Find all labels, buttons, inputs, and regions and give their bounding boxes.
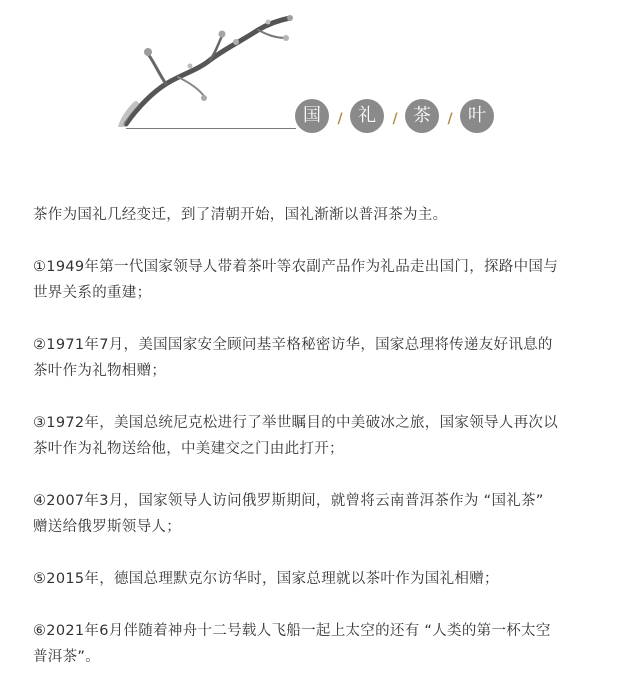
header: [0, 0, 617, 150]
article-body: [33, 202, 611, 696]
paragraph-line: 茶叶作为礼物相赠；: [33, 363, 167, 379]
plum-branch-illustration: [118, 12, 303, 127]
paragraph-line: ①1949年第一代国家领导人带着茶叶等农副产品作为礼品走出国门，探路中国与: [33, 259, 558, 275]
paragraph-line: 茶作为国礼几经变迁，到了清朝开始，国礼渐渐以普洱茶为主。: [33, 207, 448, 223]
history-item-1971: [33, 332, 611, 384]
title-separator-3: /: [447, 111, 453, 127]
history-item-1972: [33, 410, 611, 462]
paragraph-line: 普洱茶”。: [33, 649, 101, 665]
title-char-1: 国: [295, 99, 329, 133]
title-separator-1: /: [337, 111, 343, 127]
header-divider-line: [126, 128, 296, 129]
paragraph-line: 世界关系的重建；: [33, 285, 152, 301]
title-char-2: 礼: [350, 99, 384, 133]
history-item-2021: [33, 618, 611, 670]
history-item-2015: [33, 566, 611, 592]
intro-paragraph: [33, 202, 611, 228]
history-item-1949: [33, 254, 611, 306]
title-char-3: 茶: [405, 99, 439, 133]
title-char-4: 叶: [460, 99, 494, 133]
paragraph-line: ④2007年3月，国家领导人访问俄罗斯期间，就曾将云南普洱茶作为 “国礼茶”: [33, 493, 544, 509]
paragraph-line: ⑤2015年，德国总理默克尔访华时，国家总理就以茶叶作为国礼相赠；: [33, 571, 499, 587]
history-item-2007: [33, 488, 611, 540]
paragraph-line: 赠送给俄罗斯领导人；: [33, 519, 181, 535]
title-separator-2: /: [392, 111, 398, 127]
paragraph-line: ③1972年，美国总统尼克松进行了举世瞩目的中美破冰之旅，国家领导人再次以: [33, 415, 558, 431]
paragraph-line: ②1971年7月，美国国家安全顾问基辛格秘密访华，国家总理将传递友好讯息的: [33, 337, 553, 353]
paragraph-line: ⑥2021年6月伴随着神舟十二号载人飞船一起上太空的还有 “人类的第一杯太空: [33, 623, 551, 639]
paragraph-line: 茶叶作为礼物送给他，中美建交之门由此打开；: [33, 441, 344, 457]
